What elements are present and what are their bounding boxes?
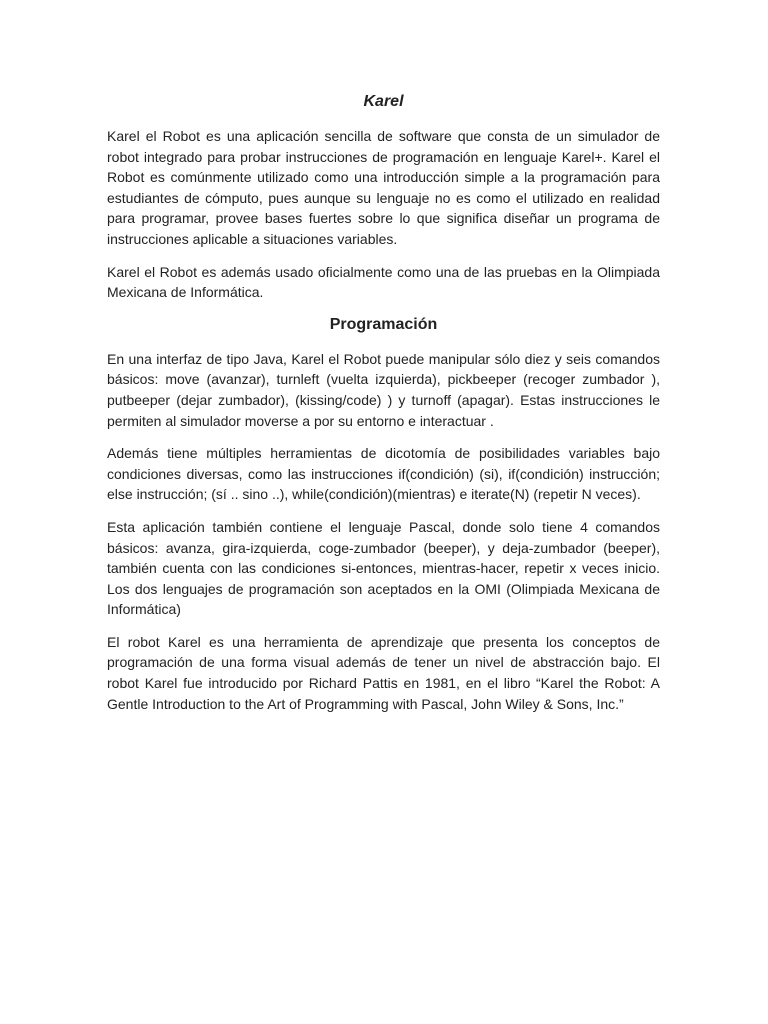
section-title-programacion: Programación (329, 315, 438, 333)
intro-paragraph: Karel el Robot es además usado oficialmente como una de las pruebas en la Olimpiada Mexicana de Informática. (107, 263, 660, 301)
section-paragraph: En una interfaz de tipo Java, Karel el Robot puede manipular sólo diez y seis comandos básicos: move (avanzar), turnleft (vuelta izquierda), pickbeeper (recoger zumbador ), putbeeper (dejar zumbador), (kissing/code) ) y turnoff (apagar). Estas instrucciones le permiten al simulador moverse a por su entorno e interactuar . (107, 350, 660, 429)
document-page (107, 92, 660, 726)
intro-paragraph: Karel el Robot es una aplicación sencilla de software que consta de un simulador de robot integrado para probar instrucciones de programación en lenguaje Karel+. Karel el Robot es comúnmente utilizado como una introducción simple a la programación para estudiantes de cómputo, pues aunque su lenguaje no es como el utilizado en realidad para programar, provee bases fuertes sobre lo que significa diseñar un programa de instrucciones aplicable a situaciones variables. (107, 128, 660, 247)
section-paragraph: Además tiene múltiples herramientas de dicotomía de posibilidades variables bajo condiciones diversas, como las instrucciones if(condición) (si), if(condición) instrucción; else instrucción; (sí .. sino ..), while(condición)(mientras) e iterate(N) (repetir N veces). (107, 445, 660, 503)
document-title: Karel (363, 93, 404, 110)
section-paragraph: El robot Karel es una herramienta de aprendizaje que presenta los conceptos de programación de una forma visual además de tener un nivel de abstracción bajo. El robot Karel fue introducido por Richard Pattis en 1981, en el libro “Karel the Robot: A Gentle Introduction to the Art of Programming with Pascal, John Wiley & Sons, Inc.” (107, 633, 660, 712)
section-paragraph: Esta aplicación también contiene el lenguaje Pascal, donde solo tiene 4 comandos básicos: avanza, gira-izquierda, coge-zumbador (beeper), y deja-zumbador (beeper), también cuenta con las condiciones si-entonces, mientras-hacer, repetir x veces inicio. Los dos lenguajes de programación son aceptados en la OMI (Olimpiada Mexicana de Informática) (107, 518, 660, 618)
